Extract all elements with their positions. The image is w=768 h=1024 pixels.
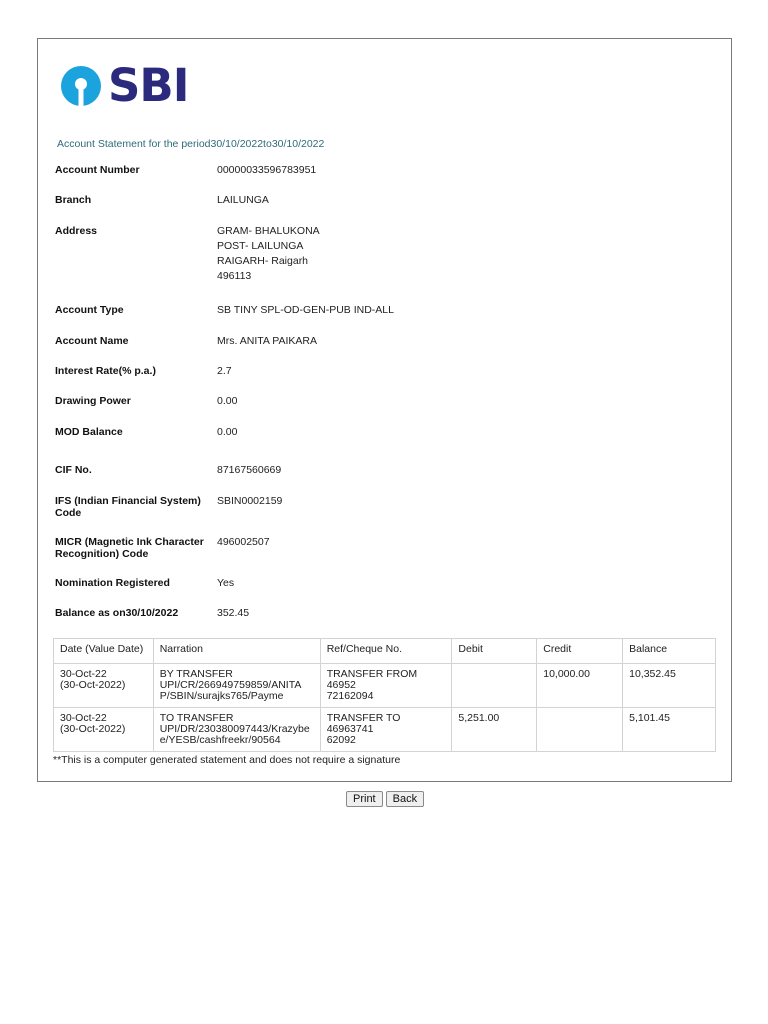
cell-narration: [153, 708, 320, 752]
detail-value-line: 352.45: [217, 607, 250, 619]
detail-value: [217, 426, 517, 438]
table-header-row: [54, 639, 716, 664]
cell-ref: [320, 664, 452, 708]
detail-label: MICR (Magnetic Ink Character Recognition) Code: [55, 536, 204, 560]
detail-label: Balance as on30/10/2022: [55, 607, 179, 619]
detail-value: [217, 365, 517, 377]
detail-label: Account Name: [55, 335, 129, 347]
detail-value: [217, 395, 517, 407]
cell-line: TRANSFER TO 46963741: [326, 712, 401, 735]
cell-line: P/SBIN/surajks765/Payme: [159, 690, 284, 702]
detail-value: [217, 194, 517, 206]
cell-balance: 5,101.45: [623, 708, 716, 752]
detail-value: [217, 335, 517, 347]
sbi-keyhole-icon: [60, 65, 102, 107]
cell-line: TRANSFER FROM 46952: [326, 668, 418, 691]
detail-value-line: 00000033596783951: [217, 164, 317, 176]
detail-value-line: SBIN0002159: [217, 495, 283, 507]
detail-label: Drawing Power: [55, 395, 131, 407]
col-header-ref: Ref/Cheque No.: [320, 639, 452, 664]
col-header-credit: Credit: [537, 639, 623, 664]
table-row: [54, 664, 716, 708]
detail-value-line: Mrs. ANITA PAIKARA: [217, 335, 317, 347]
cell-narration: [153, 664, 320, 708]
detail-label: Account Number: [55, 164, 140, 176]
cell-line: 72162094: [326, 690, 374, 702]
statement-period: Account Statement for the period30/10/2022to30/10/2022: [57, 138, 325, 150]
detail-value: [217, 225, 517, 282]
table-row: [54, 708, 716, 752]
detail-label: Branch: [55, 194, 92, 206]
cell-credit: 10,000.00: [537, 664, 623, 708]
detail-value-line: 0.00: [217, 395, 238, 407]
detail-value-line: LAILUNGA: [217, 194, 269, 206]
cell-line: UPI/DR/230380097443/Krazybe: [159, 723, 310, 735]
cell-line: (30-Oct-2022): [60, 679, 126, 691]
col-header-debit: Debit: [452, 639, 537, 664]
detail-value-line: Yes: [217, 577, 235, 589]
detail-label: IFS (Indian Financial System) Code: [55, 495, 201, 519]
detail-value-line: RAIGARH- Raigarh: [217, 255, 309, 267]
detail-value: [217, 164, 517, 176]
detail-value: [217, 304, 517, 316]
detail-label: CIF No.: [55, 464, 92, 476]
sbi-logo: [60, 59, 189, 112]
cell-line: BY TRANSFER: [159, 668, 233, 680]
detail-label: MOD Balance: [55, 426, 123, 438]
cell-date: [54, 664, 154, 708]
detail-value: [217, 464, 517, 476]
cell-line: UPI/CR/266949759859/ANITA: [159, 679, 302, 691]
detail-value: [217, 607, 517, 619]
detail-value-line: 0.00: [217, 426, 238, 438]
cell-credit: [537, 708, 623, 752]
detail-value-line: 87167560669: [217, 464, 282, 476]
action-buttons: [346, 791, 424, 807]
detail-label: Account Type: [55, 304, 124, 316]
detail-value-line: GRAM- BHALUKONA: [217, 225, 320, 237]
cell-line: 30-Oct-22: [60, 712, 107, 724]
cell-ref: [320, 708, 452, 752]
cell-debit: 5,251.00: [452, 708, 537, 752]
detail-value-line: 2.7: [217, 365, 232, 377]
detail-value-line: 496113: [217, 270, 252, 282]
detail-value: [217, 495, 517, 507]
detail-value: [217, 536, 517, 548]
detail-label: Address: [55, 225, 98, 237]
detail-label: Nomination Registered: [55, 577, 170, 589]
cell-line: 62092: [326, 734, 356, 746]
footnote: **This is a computer generated statement and does not require a signature: [53, 754, 401, 766]
col-header-balance: Balance: [623, 639, 716, 664]
back-button[interactable]: Back: [386, 791, 424, 807]
detail-label: Interest Rate(% p.a.): [55, 365, 156, 377]
detail-value: [217, 577, 517, 589]
cell-line: 30-Oct-22: [60, 668, 107, 680]
col-header-narration: Narration: [153, 639, 320, 664]
detail-value-line: SB TINY SPL-OD-GEN-PUB IND-ALL: [217, 304, 394, 316]
col-header-date: Date (Value Date): [54, 639, 154, 664]
cell-balance: 10,352.45: [623, 664, 716, 708]
cell-line: e/YESB/cashfreekr/90564: [159, 734, 281, 746]
cell-line: TO TRANSFER: [159, 712, 234, 724]
cell-date: [54, 708, 154, 752]
detail-value-line: 496002507: [217, 536, 270, 548]
transactions-table: [53, 638, 716, 752]
print-button[interactable]: Print: [346, 791, 383, 807]
cell-line: (30-Oct-2022): [60, 723, 126, 735]
detail-value-line: POST- LAILUNGA: [217, 240, 304, 252]
cell-debit: [452, 664, 537, 708]
sbi-logo-text: SBI: [108, 59, 189, 112]
